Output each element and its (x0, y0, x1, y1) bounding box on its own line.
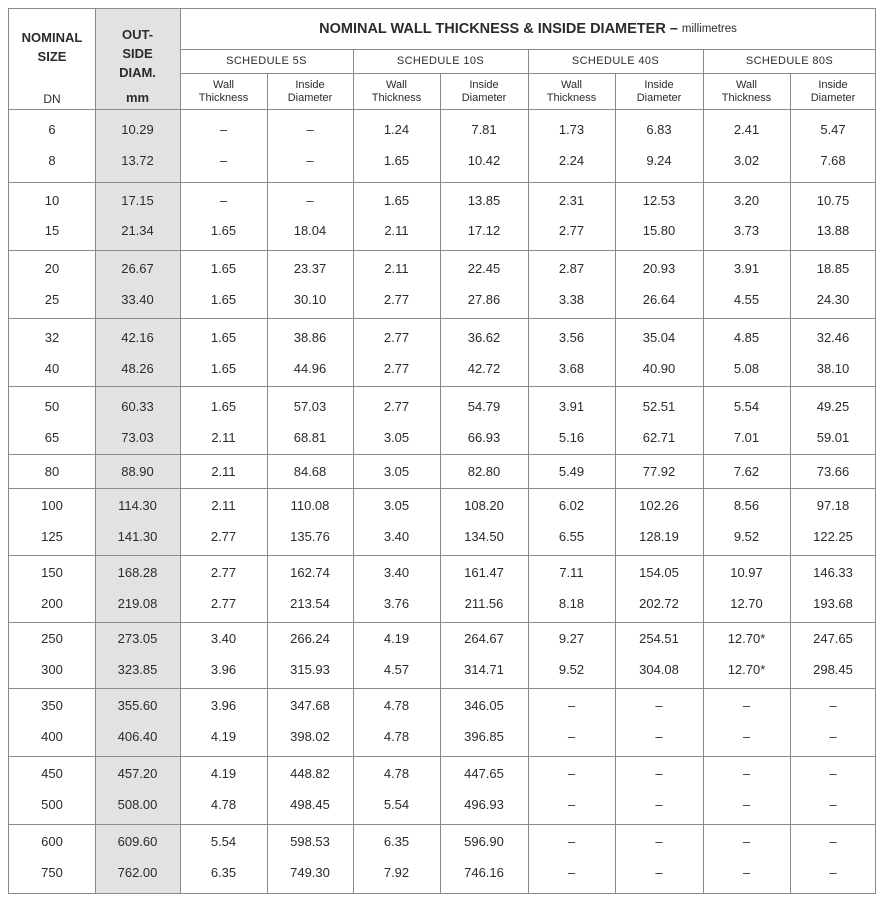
subheader-sch80s-inside: Inside Diameter (810, 79, 856, 104)
cell-sch10s-wall: 4.78 (383, 729, 410, 744)
cell-sch40s-wall: 3.56 (558, 330, 585, 345)
cell-sch5s-inside: 162.74 (290, 565, 330, 580)
cell-sch5s-inside: 598.53 (290, 834, 330, 849)
cell-dn: 65 (44, 430, 60, 445)
divider (9, 488, 876, 489)
cell-sch10s-inside: 17.12 (467, 223, 501, 238)
cell-sch80s-inside: – (829, 729, 837, 744)
cell-sch40s-inside: 20.93 (642, 261, 676, 276)
cell-dn: 200 (41, 596, 63, 611)
cell-sch5s-wall: 3.40 (210, 631, 237, 646)
cell-dn: 125 (41, 529, 63, 544)
cell-sch10s-wall: 2.11 (384, 261, 409, 276)
cell-sch80s-inside: 59.01 (816, 430, 850, 445)
cell-sch10s-inside: 13.85 (467, 193, 501, 208)
divider (9, 555, 876, 556)
cell-sch10s-wall: 2.77 (383, 361, 410, 376)
cell-sch40s-inside: – (655, 729, 663, 744)
divider (9, 824, 876, 825)
cell-sch5s-wall: 1.65 (210, 361, 237, 376)
cell-outside-diameter: 10.29 (121, 122, 154, 137)
cell-sch80s-wall: 12.70 (730, 596, 763, 611)
divider (528, 49, 529, 893)
cell-sch5s-wall: – (219, 122, 228, 137)
cell-sch10s-inside: 596.90 (464, 834, 504, 849)
cell-sch40s-inside: – (655, 766, 663, 781)
cell-sch40s-wall: 3.68 (558, 361, 585, 376)
divider (9, 182, 876, 183)
cell-outside-diameter: 26.67 (121, 261, 154, 276)
cell-sch5s-inside: 398.02 (290, 729, 330, 744)
cell-sch80s-inside: 10.75 (816, 193, 850, 208)
cell-sch5s-inside: 749.30 (290, 865, 330, 880)
cell-sch5s-wall: 2.77 (210, 565, 237, 580)
cell-sch5s-wall: 5.54 (210, 834, 237, 849)
cell-outside-diameter: 33.40 (121, 292, 154, 307)
cell-outside-diameter: 60.33 (121, 399, 154, 414)
cell-sch5s-wall: 2.11 (211, 498, 236, 513)
subheader-sch10s-inside: Inside Diameter (461, 79, 507, 104)
cell-sch10s-inside: 396.85 (464, 729, 504, 744)
cell-sch5s-wall: – (219, 193, 228, 208)
cell-sch80s-wall: 8.56 (733, 498, 760, 513)
cell-sch80s-inside: 247.65 (813, 631, 853, 646)
cell-sch80s-wall: 3.73 (733, 223, 760, 238)
cell-sch5s-inside: 44.96 (293, 361, 327, 376)
cell-sch80s-wall: 2.41 (733, 122, 760, 137)
cell-dn: 600 (41, 834, 63, 849)
subheader-sch80s-wall: Wall Thickness (721, 79, 772, 104)
cell-sch10s-inside: 496.93 (464, 797, 504, 812)
cell-sch40s-inside: 9.24 (646, 153, 672, 168)
cell-dn: 25 (44, 292, 60, 307)
cell-sch80s-wall: 12.70* (727, 662, 766, 677)
cell-sch40s-wall: 5.49 (558, 464, 585, 479)
cell-sch10s-inside: 161.47 (464, 565, 504, 580)
cell-sch80s-wall: – (742, 729, 751, 744)
header-main-title: NOMINAL WALL THICKNESS & INSIDE DIAMETER – millimetres (319, 21, 737, 37)
cell-sch5s-inside: 57.03 (293, 399, 327, 414)
cell-sch5s-inside: 68.81 (293, 430, 327, 445)
cell-outside-diameter: 21.34 (121, 223, 154, 238)
cell-sch10s-inside: 66.93 (467, 430, 501, 445)
cell-sch40s-inside: 254.51 (639, 631, 679, 646)
cell-sch80s-wall: – (742, 797, 751, 812)
cell-outside-diameter: 13.72 (121, 153, 154, 168)
cell-sch5s-inside: 266.24 (290, 631, 330, 646)
cell-outside-diameter: 141.30 (117, 529, 158, 544)
cell-outside-diameter: 219.08 (117, 596, 158, 611)
cell-sch80s-wall: 3.02 (733, 153, 760, 168)
cell-sch40s-wall: – (567, 766, 576, 781)
cell-sch5s-inside: 30.10 (293, 292, 327, 307)
divider (267, 73, 268, 893)
cell-sch80s-inside: 122.25 (813, 529, 853, 544)
divider (180, 73, 876, 74)
divider (9, 688, 876, 689)
cell-sch10s-wall: 3.05 (383, 498, 410, 513)
cell-sch5s-inside: 213.54 (290, 596, 330, 611)
cell-sch10s-inside: 447.65 (464, 766, 504, 781)
cell-sch5s-inside: 18.04 (293, 223, 327, 238)
cell-sch5s-wall: 3.96 (210, 662, 237, 677)
cell-sch80s-wall: – (742, 834, 751, 849)
cell-sch80s-inside: 49.25 (816, 399, 850, 414)
cell-outside-diameter: 273.05 (117, 631, 158, 646)
cell-sch10s-wall: 4.57 (383, 662, 410, 677)
cell-sch80s-wall: 7.01 (733, 430, 760, 445)
cell-sch10s-inside: 42.72 (467, 361, 501, 376)
cell-sch5s-inside: 347.68 (290, 698, 330, 713)
cell-dn: 350 (41, 698, 63, 713)
cell-sch80s-wall: 7.62 (733, 464, 760, 479)
cell-sch5s-wall: 2.77 (210, 596, 237, 611)
cell-sch80s-inside: – (829, 698, 837, 713)
cell-sch5s-wall: 4.78 (210, 797, 237, 812)
cell-dn: 50 (44, 399, 60, 414)
header-schedule-40s: SCHEDULE 40S (571, 55, 660, 67)
divider (790, 73, 791, 893)
divider (9, 386, 876, 387)
cell-dn: 450 (41, 766, 63, 781)
cell-dn: 250 (41, 631, 63, 646)
cell-sch80s-wall: 12.70* (727, 631, 766, 646)
cell-sch80s-inside: – (829, 865, 837, 880)
cell-sch40s-inside: 35.04 (642, 330, 676, 345)
cell-dn: 40 (44, 361, 60, 376)
cell-sch40s-inside: 62.71 (642, 430, 676, 445)
cell-sch10s-wall: 1.65 (383, 193, 410, 208)
cell-sch5s-wall: 1.65 (210, 223, 237, 238)
cell-dn: 500 (41, 797, 63, 812)
cell-sch40s-wall: – (567, 797, 576, 812)
cell-sch10s-wall: 6.35 (383, 834, 410, 849)
cell-outside-diameter: 457.20 (117, 766, 158, 781)
cell-sch10s-inside: 211.56 (464, 596, 504, 611)
cell-sch10s-wall: 2.77 (383, 399, 410, 414)
cell-dn: 100 (41, 498, 63, 513)
cell-sch10s-inside: 7.81 (471, 122, 497, 137)
cell-sch10s-inside: 36.62 (467, 330, 501, 345)
subheader-sch40s-wall: Wall Thickness (546, 79, 597, 104)
cell-sch10s-wall: 2.77 (383, 292, 410, 307)
cell-sch10s-wall: 1.24 (383, 122, 410, 137)
cell-sch10s-wall: 4.19 (383, 631, 410, 646)
cell-sch40s-wall: 9.52 (558, 662, 585, 677)
cell-sch40s-wall: 7.11 (559, 565, 584, 580)
cell-sch5s-wall: 3.96 (210, 698, 237, 713)
cell-dn: 6 (48, 122, 56, 137)
header-schedule-80s: SCHEDULE 80S (745, 55, 834, 67)
cell-sch80s-inside: 24.30 (816, 292, 850, 307)
cell-outside-diameter: 42.16 (121, 330, 154, 345)
cell-sch5s-wall: 6.35 (210, 865, 237, 880)
cell-sch40s-inside: 77.92 (642, 464, 676, 479)
cell-outside-diameter: 17.15 (121, 193, 154, 208)
cell-sch5s-wall: 4.19 (210, 729, 237, 744)
cell-dn: 15 (44, 223, 60, 238)
cell-sch10s-inside: 10.42 (467, 153, 501, 168)
outside-diameter-column-shading (95, 9, 180, 893)
cell-sch40s-inside: 128.19 (639, 529, 679, 544)
pipe-schedule-table (8, 8, 876, 894)
cell-sch40s-inside: – (655, 834, 663, 849)
cell-sch80s-inside: 38.10 (816, 361, 850, 376)
cell-sch40s-wall: – (567, 729, 576, 744)
cell-outside-diameter: 168.28 (117, 565, 158, 580)
cell-sch40s-wall: – (567, 698, 576, 713)
subheader-sch5s-wall: Wall Thickness (198, 79, 249, 104)
cell-sch10s-inside: 82.80 (467, 464, 501, 479)
cell-sch40s-wall: 2.77 (558, 223, 585, 238)
cell-sch40s-wall: 6.02 (558, 498, 585, 513)
cell-sch80s-wall: 4.85 (733, 330, 760, 345)
cell-sch80s-inside: 13.88 (816, 223, 850, 238)
cell-sch80s-wall: 10.97 (730, 565, 763, 580)
cell-sch10s-wall: 5.54 (383, 797, 410, 812)
cell-sch80s-inside: 5.47 (820, 122, 846, 137)
cell-sch10s-inside: 108.20 (464, 498, 504, 513)
cell-sch5s-wall: 4.19 (210, 766, 237, 781)
cell-sch40s-inside: 52.51 (642, 399, 676, 414)
cell-sch5s-inside: 38.86 (293, 330, 327, 345)
cell-sch80s-inside: 32.46 (816, 330, 850, 345)
cell-sch40s-wall: 5.16 (558, 430, 585, 445)
cell-sch10s-inside: 314.71 (464, 662, 504, 677)
divider (9, 622, 876, 623)
cell-sch80s-inside: – (829, 834, 837, 849)
cell-sch40s-wall: 2.24 (558, 153, 585, 168)
cell-sch40s-wall: 3.91 (558, 399, 585, 414)
cell-sch10s-wall: 4.78 (383, 766, 410, 781)
cell-sch80s-inside: 193.68 (813, 596, 853, 611)
cell-sch40s-inside: 202.72 (639, 596, 679, 611)
cell-outside-diameter: 73.03 (121, 430, 154, 445)
cell-sch80s-wall: – (742, 865, 751, 880)
cell-sch40s-wall: 2.87 (558, 261, 585, 276)
cell-sch10s-inside: 54.79 (467, 399, 501, 414)
cell-sch5s-inside: – (306, 122, 314, 137)
cell-dn: 150 (41, 565, 63, 580)
header-schedule-10s: SCHEDULE 10S (396, 55, 485, 67)
subheader-sch40s-inside: Inside Diameter (636, 79, 682, 104)
cell-sch40s-wall: 9.27 (558, 631, 585, 646)
cell-sch10s-inside: 134.50 (464, 529, 504, 544)
cell-sch5s-wall: – (219, 153, 228, 168)
cell-sch5s-wall: 2.77 (210, 529, 237, 544)
divider (9, 318, 876, 319)
header-dn: DN (43, 92, 61, 106)
header-units: millimetres (681, 23, 737, 35)
cell-sch80s-inside: 73.66 (816, 464, 850, 479)
cell-sch10s-inside: 746.16 (464, 865, 504, 880)
cell-sch10s-wall: 3.76 (383, 596, 410, 611)
cell-sch10s-wall: 1.65 (383, 153, 410, 168)
cell-sch10s-wall: 4.78 (383, 698, 410, 713)
cell-sch5s-inside: 498.45 (290, 797, 330, 812)
divider (703, 49, 704, 893)
cell-sch40s-inside: 15.80 (642, 223, 676, 238)
cell-sch10s-inside: 27.86 (467, 292, 501, 307)
cell-sch5s-inside: – (306, 193, 314, 208)
cell-sch40s-inside: 12.53 (642, 193, 676, 208)
cell-sch40s-inside: – (655, 797, 663, 812)
cell-outside-diameter: 508.00 (117, 797, 158, 812)
cell-sch5s-inside: 84.68 (293, 464, 327, 479)
cell-outside-diameter: 762.00 (117, 865, 158, 880)
cell-sch5s-wall: 2.11 (211, 430, 236, 445)
divider (9, 250, 876, 251)
cell-dn: 32 (44, 330, 60, 345)
cell-sch40s-wall: 8.18 (558, 596, 585, 611)
header-outside-diameter: OUT-SIDE DIAM. (119, 26, 156, 80)
cell-dn: 300 (41, 662, 63, 677)
cell-sch10s-wall: 3.05 (383, 464, 410, 479)
cell-sch80s-wall: 4.55 (733, 292, 760, 307)
cell-sch10s-wall: 2.77 (383, 330, 410, 345)
cell-sch40s-inside: 154.05 (639, 565, 679, 580)
cell-sch5s-wall: 2.11 (211, 464, 236, 479)
divider (9, 756, 876, 757)
divider (95, 9, 96, 893)
cell-outside-diameter: 48.26 (121, 361, 154, 376)
cell-sch40s-inside: – (655, 865, 663, 880)
cell-dn: 400 (41, 729, 63, 744)
cell-sch80s-inside: 298.45 (813, 662, 853, 677)
cell-sch5s-inside: 315.93 (290, 662, 330, 677)
cell-sch40s-inside: 40.90 (642, 361, 676, 376)
cell-sch80s-inside: 18.85 (816, 261, 850, 276)
cell-sch5s-wall: 1.65 (210, 292, 237, 307)
cell-sch10s-wall: 3.40 (383, 529, 410, 544)
cell-sch80s-wall: – (742, 766, 751, 781)
cell-outside-diameter: 406.40 (117, 729, 158, 744)
cell-sch40s-inside: 304.08 (639, 662, 679, 677)
cell-sch40s-inside: – (655, 698, 663, 713)
cell-sch40s-wall: – (567, 834, 576, 849)
cell-sch5s-wall: 1.65 (210, 330, 237, 345)
cell-sch40s-wall: 3.38 (558, 292, 585, 307)
cell-sch80s-inside: 97.18 (816, 498, 850, 513)
cell-dn: 80 (44, 464, 60, 479)
cell-sch80s-inside: – (829, 766, 837, 781)
cell-sch80s-wall: 3.20 (733, 193, 760, 208)
cell-sch5s-wall: 1.65 (210, 399, 237, 414)
divider (180, 9, 181, 893)
cell-sch5s-inside: 448.82 (290, 766, 330, 781)
cell-sch80s-wall: – (742, 698, 751, 713)
cell-sch40s-wall: 2.31 (558, 193, 585, 208)
cell-dn: 20 (44, 261, 60, 276)
cell-dn: 10 (44, 193, 60, 208)
cell-sch5s-inside: 110.08 (290, 498, 330, 513)
cell-outside-diameter: 355.60 (117, 698, 158, 713)
cell-sch80s-inside: 146.33 (813, 565, 853, 580)
cell-sch10s-inside: 264.67 (464, 631, 504, 646)
cell-sch80s-wall: 9.52 (733, 529, 760, 544)
cell-sch40s-inside: 6.83 (646, 122, 672, 137)
cell-outside-diameter: 323.85 (117, 662, 158, 677)
cell-sch80s-inside: 7.68 (820, 153, 846, 168)
cell-sch10s-inside: 22.45 (467, 261, 501, 276)
divider (180, 49, 876, 50)
cell-sch40s-wall: – (567, 865, 576, 880)
cell-dn: 750 (41, 865, 63, 880)
header-nominal-size: NOMINAL SIZE (21, 30, 83, 64)
cell-sch5s-wall: 1.65 (210, 261, 237, 276)
cell-outside-diameter: 114.30 (118, 498, 157, 513)
cell-sch5s-inside: 135.76 (290, 529, 330, 544)
cell-sch10s-wall: 2.11 (384, 223, 409, 238)
subheader-sch5s-inside: Inside Diameter (287, 79, 333, 104)
cell-sch40s-inside: 26.64 (642, 292, 676, 307)
cell-sch80s-wall: 5.54 (733, 399, 760, 414)
cell-sch40s-wall: 1.73 (558, 122, 585, 137)
cell-sch10s-wall: 3.05 (383, 430, 410, 445)
divider (440, 73, 441, 893)
cell-sch5s-inside: 23.37 (293, 261, 327, 276)
divider (615, 73, 616, 893)
cell-sch5s-inside: – (306, 153, 314, 168)
cell-sch10s-wall: 7.92 (383, 865, 410, 880)
cell-outside-diameter: 88.90 (121, 464, 154, 479)
divider (353, 49, 354, 893)
cell-sch80s-wall: 3.91 (733, 261, 760, 276)
divider (9, 109, 876, 110)
cell-sch40s-wall: 6.55 (558, 529, 585, 544)
cell-sch80s-wall: 5.08 (733, 361, 760, 376)
cell-sch10s-inside: 346.05 (464, 698, 504, 713)
header-schedule-5s: SCHEDULE 5S (226, 55, 307, 67)
cell-outside-diameter: 609.60 (117, 834, 158, 849)
header-mm: mm (125, 89, 150, 105)
cell-sch10s-wall: 3.40 (383, 565, 410, 580)
divider (9, 454, 876, 455)
cell-dn: 8 (48, 153, 56, 168)
subheader-sch10s-wall: Wall Thickness (371, 79, 422, 104)
cell-sch80s-inside: – (829, 797, 837, 812)
cell-sch40s-inside: 102.26 (639, 498, 679, 513)
